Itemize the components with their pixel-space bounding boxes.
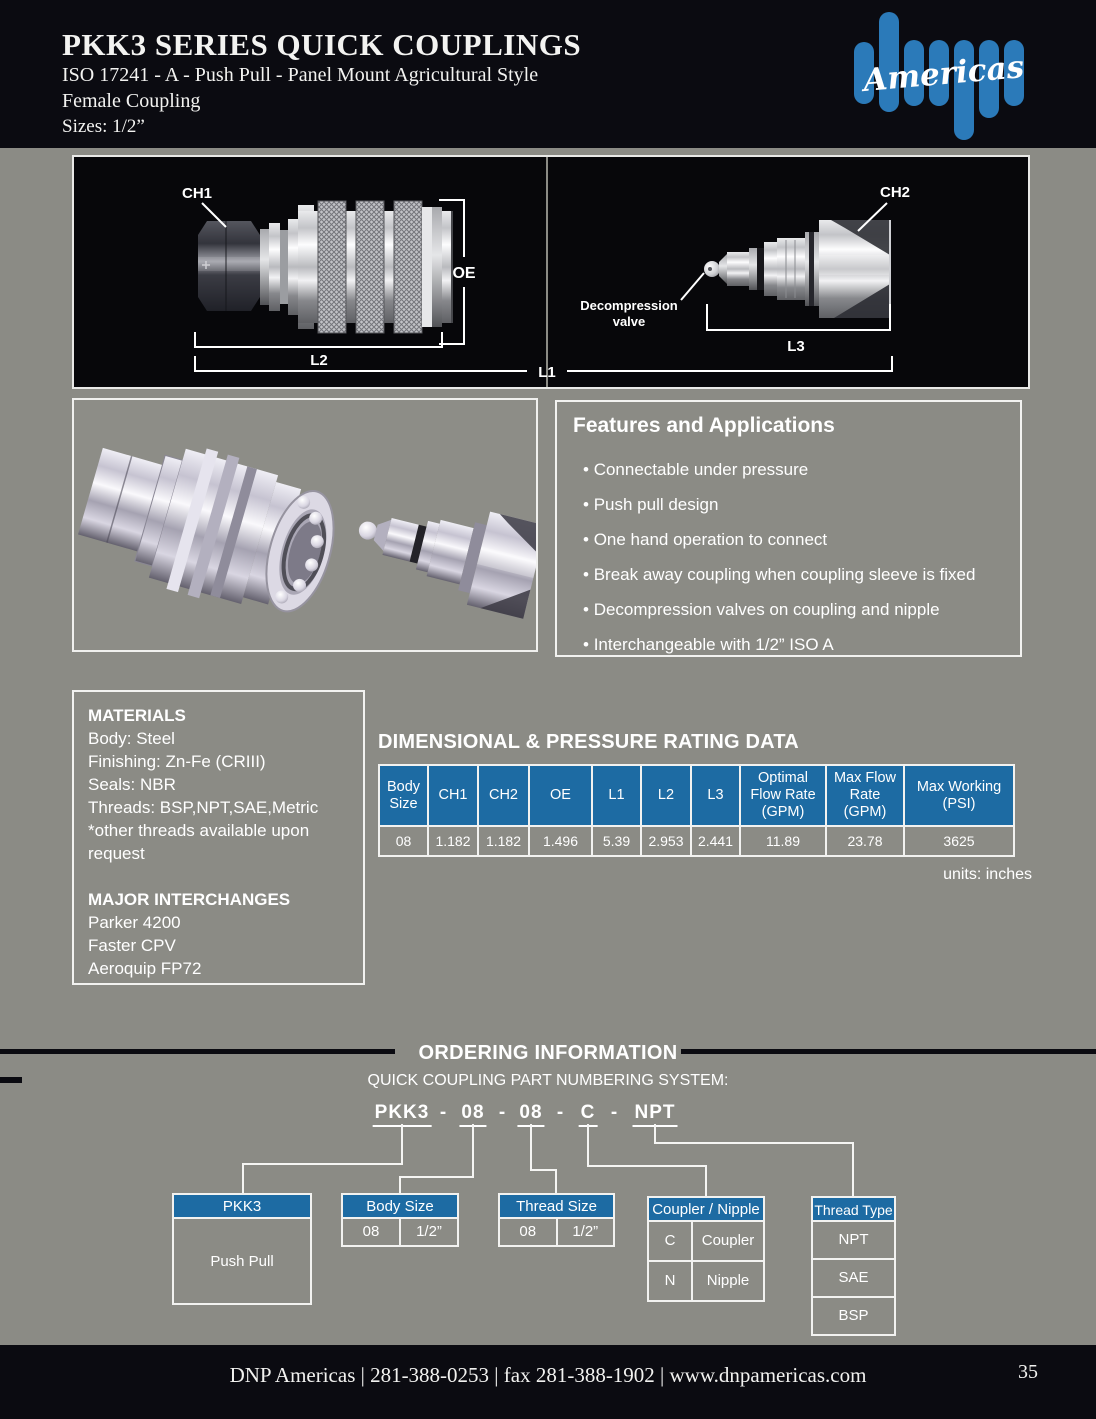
female-coupling-drawing bbox=[198, 201, 452, 333]
table-cell: 23.78 bbox=[826, 826, 904, 856]
spacer bbox=[88, 865, 349, 888]
ordering-title: ORDERING INFORMATION bbox=[418, 1042, 678, 1064]
ordering-box-cell: BSP bbox=[838, 1307, 869, 1324]
technical-diagram-panel bbox=[72, 155, 1030, 389]
decompression-valve-label-line2: valve bbox=[612, 314, 646, 329]
column-header: Body Size bbox=[379, 765, 428, 826]
ordering-box-cell: 08 bbox=[362, 1223, 380, 1240]
ordering-box-header: Thread Type bbox=[813, 1198, 894, 1222]
photo-coupler bbox=[74, 421, 349, 630]
materials-line: Threads: BSP,NPT,SAE,Metric bbox=[88, 798, 319, 817]
ordering-box-header: PKK3 bbox=[174, 1195, 310, 1219]
features-box bbox=[555, 400, 1022, 657]
column-header: L3 bbox=[691, 765, 740, 826]
ordering-box-row bbox=[813, 1260, 894, 1298]
decompression-pointer-line bbox=[681, 273, 704, 300]
table-cell: 3625 bbox=[904, 826, 1014, 856]
product-photo-panel bbox=[72, 398, 538, 652]
page-header bbox=[0, 0, 1096, 148]
page-number: 35 bbox=[1018, 1361, 1038, 1383]
materials-line: Seals: NBR bbox=[88, 775, 176, 794]
part-number-segment-body-size: 08 bbox=[459, 1102, 486, 1127]
column-header: L2 bbox=[641, 765, 691, 826]
dimensional-data-table bbox=[378, 764, 1015, 857]
table-cell: 2.441 bbox=[691, 826, 740, 856]
connector-line bbox=[655, 1124, 853, 1198]
interchanges-title: MAJOR INTERCHANGES bbox=[88, 890, 291, 909]
feature-item: • Decompression valves on coupling and nipple bbox=[583, 600, 1020, 618]
table-cell: 11.89 bbox=[740, 826, 826, 856]
interchange-item: Faster CPV bbox=[88, 936, 176, 955]
ordering-box-row bbox=[813, 1298, 894, 1334]
ordering-box-cell: NPT bbox=[838, 1231, 869, 1248]
connector-line bbox=[531, 1124, 556, 1195]
ordering-box-row bbox=[813, 1222, 894, 1260]
connector-line bbox=[243, 1124, 402, 1195]
footer-contact-info: DNP Americas | 281-388-0253 | fax 281-388-1902 | www.dnpamericas.com bbox=[229, 1363, 867, 1387]
ordering-box-cell: C bbox=[664, 1232, 676, 1249]
dnp-americas-logo bbox=[848, 8, 1048, 142]
ordering-box-thread-size bbox=[498, 1193, 615, 1247]
l2-bracket bbox=[195, 332, 442, 347]
sizes-label: Sizes: 1/2” bbox=[62, 116, 145, 137]
ordering-box-coupler-nipple bbox=[647, 1196, 765, 1302]
interchange-item: Aeroquip FP72 bbox=[88, 959, 202, 978]
table-cell: 1.496 bbox=[529, 826, 592, 856]
ordering-box-row bbox=[649, 1222, 763, 1262]
column-header: Optimal Flow Rate (GPM) bbox=[740, 765, 826, 826]
feature-item: • Push pull design bbox=[583, 495, 1020, 513]
product-photo-illustration bbox=[74, 400, 536, 650]
oe-label: OE bbox=[452, 265, 476, 282]
photo-nipple bbox=[348, 482, 536, 619]
column-header: Max Flow Rate (GPM) bbox=[826, 765, 904, 826]
feature-item: • One hand operation to connect bbox=[583, 530, 1020, 548]
l1-label: L1 bbox=[538, 364, 556, 381]
ordering-box-row bbox=[500, 1219, 613, 1245]
dimension-diagram bbox=[74, 157, 1028, 387]
decompression-valve-label-line1: Decompression bbox=[580, 298, 678, 313]
materials-note: *other threads available upon request bbox=[88, 821, 310, 863]
ordering-box-header: Coupler / Nipple bbox=[649, 1198, 763, 1222]
ordering-box-cell: 1/2” bbox=[556, 1219, 614, 1245]
materials-title: MATERIALS bbox=[88, 706, 186, 725]
feature-item: • Interchangeable with 1/2” ISO A bbox=[583, 635, 1020, 653]
ordering-box-header: Body Size bbox=[343, 1195, 457, 1219]
ordering-box-thread-type bbox=[811, 1196, 896, 1336]
ordering-box-series bbox=[172, 1193, 312, 1305]
table-data-row bbox=[379, 826, 1014, 856]
table-cell: 5.39 bbox=[592, 826, 641, 856]
part-number-separator: - bbox=[610, 1102, 618, 1123]
product-type-label: Female Coupling bbox=[62, 90, 201, 112]
ordering-box-cell: Nipple bbox=[691, 1262, 763, 1300]
connector-line bbox=[400, 1124, 473, 1195]
l2-label: L2 bbox=[310, 352, 328, 369]
features-list bbox=[583, 460, 1020, 653]
logo-americas-text: Americas bbox=[861, 49, 1026, 99]
column-header: OE bbox=[529, 765, 592, 826]
table-header-row bbox=[379, 765, 1014, 826]
table-cell: 08 bbox=[379, 826, 428, 856]
page-title: PKK3 SERIES QUICK COUPLINGS bbox=[62, 27, 582, 62]
units-note: units: inches bbox=[943, 866, 1032, 883]
ordering-box-header: Thread Size bbox=[500, 1195, 613, 1219]
materials-line: Body: Steel bbox=[88, 729, 175, 748]
ordering-box-cell: 1/2” bbox=[399, 1219, 457, 1245]
dimensional-data-title: DIMENSIONAL & PRESSURE RATING DATA bbox=[378, 731, 799, 753]
ordering-box-row bbox=[343, 1219, 457, 1245]
ordering-box-cell: Coupler bbox=[691, 1222, 763, 1260]
table-cell: 2.953 bbox=[641, 826, 691, 856]
ordering-box-cell: N bbox=[664, 1272, 676, 1289]
part-number-separator: - bbox=[556, 1102, 564, 1123]
l3-label: L3 bbox=[787, 338, 805, 355]
ch2-label: CH2 bbox=[880, 184, 911, 201]
features-title: Features and Applications bbox=[573, 414, 835, 437]
materials-box bbox=[72, 690, 365, 985]
part-number-segment-series: PKK3 bbox=[373, 1102, 432, 1127]
iso-subtitle: ISO 17241 - A - Push Pull - Panel Mount Agricultural Style bbox=[62, 64, 539, 86]
part-number-separator: - bbox=[498, 1102, 506, 1123]
part-number-segment-thread-type: NPT bbox=[633, 1102, 678, 1127]
interchange-item: Parker 4200 bbox=[88, 913, 181, 932]
part-number-segment-thread-size: 08 bbox=[517, 1102, 544, 1127]
ordering-box-body-size bbox=[341, 1193, 459, 1247]
ordering-box-row bbox=[649, 1262, 763, 1300]
column-header: L1 bbox=[592, 765, 641, 826]
l1-bracket-right bbox=[567, 356, 892, 371]
ordering-box-cell: SAE bbox=[838, 1269, 869, 1286]
connector-line bbox=[588, 1124, 706, 1198]
table-cell: 1.182 bbox=[478, 826, 529, 856]
ordering-subtitle: QUICK COUPLING PART NUMBERING SYSTEM: bbox=[367, 1072, 729, 1089]
part-number-segment-coupler: C bbox=[579, 1102, 598, 1127]
feature-item: • Break away coupling when coupling sleeve is fixed bbox=[583, 565, 1020, 583]
l1-bracket-left bbox=[195, 356, 527, 371]
column-header: CH2 bbox=[478, 765, 529, 826]
part-number-separator: - bbox=[439, 1102, 447, 1123]
column-header: CH1 bbox=[428, 765, 478, 826]
ordering-box-cell: 08 bbox=[519, 1223, 537, 1240]
column-header: Max Working (PSI) bbox=[904, 765, 1014, 826]
feature-item: • Connectable under pressure bbox=[583, 460, 1020, 478]
table-cell: 1.182 bbox=[428, 826, 478, 856]
male-nipple-drawing bbox=[704, 220, 890, 318]
page-footer bbox=[0, 1345, 1096, 1419]
ordering-box-body: Push Pull bbox=[210, 1252, 274, 1270]
ch1-label: CH1 bbox=[182, 185, 213, 202]
materials-line: Finishing: Zn-Fe (CRIII) bbox=[88, 752, 266, 771]
